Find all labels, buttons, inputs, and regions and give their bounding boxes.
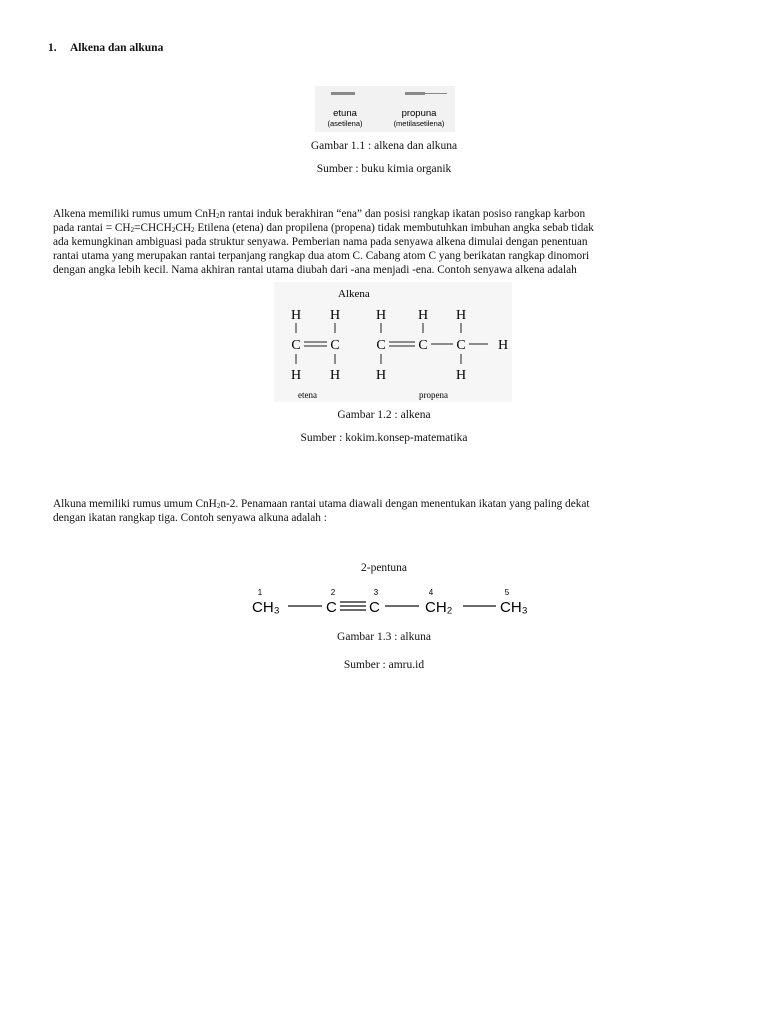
atom-h: H: [497, 338, 509, 353]
subscript: 2: [171, 226, 176, 234]
propena-label: propena: [419, 390, 448, 400]
propyne-sub-label: (metilasetilena): [393, 119, 445, 128]
atom-h: H: [417, 308, 429, 323]
atom-h: H: [329, 308, 341, 323]
atom-c: C: [376, 338, 386, 353]
atom-h: H: [455, 368, 467, 383]
figure-3-svg: [245, 585, 545, 621]
figure-3-image: [245, 585, 545, 621]
subscript: 2: [216, 212, 220, 220]
carbon-number: 5: [504, 588, 510, 597]
carbon-number: 4: [428, 588, 434, 597]
subscript: 2: [216, 502, 221, 510]
text-run: CH: [175, 222, 192, 234]
atom-c: C: [291, 338, 301, 353]
carbon-number: 3: [373, 588, 379, 597]
ethyne-label: etuna: [333, 108, 357, 119]
propyne-label: propuna: [401, 108, 437, 119]
carbon-number: 1: [257, 588, 263, 597]
figure-1-source: Sumber : buku kimia organik: [316, 163, 452, 175]
ethyne-bond-bar: [331, 92, 355, 95]
atom-c: C: [456, 338, 466, 353]
group-c: C: [369, 599, 380, 616]
figure-1-image: [315, 86, 455, 132]
paragraph-line: dengan angka lebih kecil. Nama akhiran rantai utama diubah dari -ana menjadi -ena. Contoh senyawa alkena adalah: [53, 264, 577, 276]
text-run: Etilena (etena) dan propilena (propena) tidak membutuhkan imbuhan angka sebab tidak: [194, 222, 594, 234]
paragraph-line: ada kemungkinan ambiguasi pada struktur senyawa. Pemberian nama pada senyawa alkena dimulai dengan penentuan: [53, 236, 588, 248]
group-ch2: CH₂: [425, 599, 453, 616]
figure-3-source: Sumber : amru.id: [343, 659, 425, 671]
atom-h: H: [375, 308, 387, 323]
figure-3-title: 2-pentuna: [361, 562, 407, 574]
figure-2-svg: [274, 282, 512, 402]
paragraph-line: dengan ikatan rangkap tiga. Contoh senyawa alkuna adalah :: [53, 512, 327, 524]
text-run: n rantai induk berakhiran “ena” dan posisi rangkap ikatan posiso rangkap karbon: [219, 208, 586, 220]
text-run: =CHCH: [134, 222, 172, 234]
group-ch3: CH₃: [500, 599, 528, 616]
paragraph-line: [53, 207, 721, 221]
subscript: 2: [191, 226, 195, 234]
atom-h: H: [455, 308, 467, 323]
subscript: 2: [130, 226, 135, 234]
atom-c: C: [418, 338, 428, 353]
atom-c: C: [330, 338, 340, 353]
alkyne-paragraph: [53, 497, 721, 525]
text-run: pada rantai = CH: [53, 222, 131, 234]
carbon-number: 2: [330, 588, 336, 597]
figure-1-caption: Gambar 1.1 : alkena dan alkuna: [310, 140, 458, 152]
etena-label: etena: [298, 390, 317, 400]
alkene-paragraph: [53, 207, 721, 277]
figure-2-caption: Gambar 1.2 : alkena: [337, 409, 431, 421]
ethyne-sub-label: (asetilena): [327, 119, 363, 128]
propyne-single-bond: [425, 93, 447, 94]
section-number: 1.: [48, 42, 57, 54]
figure-2-source: Sumber : kokim.konsep-matematika: [300, 432, 468, 444]
propyne-bond-bar: [405, 92, 425, 95]
atom-h: H: [375, 368, 387, 383]
atom-h: H: [290, 308, 302, 323]
text-run: n-2. Penamaan rantai utama diawali dengan menentukan ikatan yang paling dekat: [220, 498, 590, 510]
alkene-title: Alkena: [338, 288, 370, 300]
figure-2-image: [274, 282, 512, 402]
atom-h: H: [329, 368, 341, 383]
paragraph-line: rantai utama yang merupakan rantai terpanjang rangkap dua atom C. Cabang atom C yang berikatan rangkap dinomori: [53, 250, 590, 262]
text-run: Alkena memiliki rumus umum CnH: [53, 208, 217, 220]
text-run: Alkuna memiliki rumus umum CnH: [53, 498, 217, 510]
figure-1-svg: [315, 86, 455, 132]
paragraph-line: [53, 497, 721, 511]
group-ch3: CH₃: [252, 599, 280, 616]
atom-h: H: [290, 368, 302, 383]
paragraph-line: [53, 221, 721, 235]
section-title: Alkena dan alkuna: [70, 42, 164, 54]
group-c: C: [326, 599, 337, 616]
section-heading: [48, 42, 163, 54]
figure-3-caption: Gambar 1.3 : alkuna: [337, 631, 431, 643]
